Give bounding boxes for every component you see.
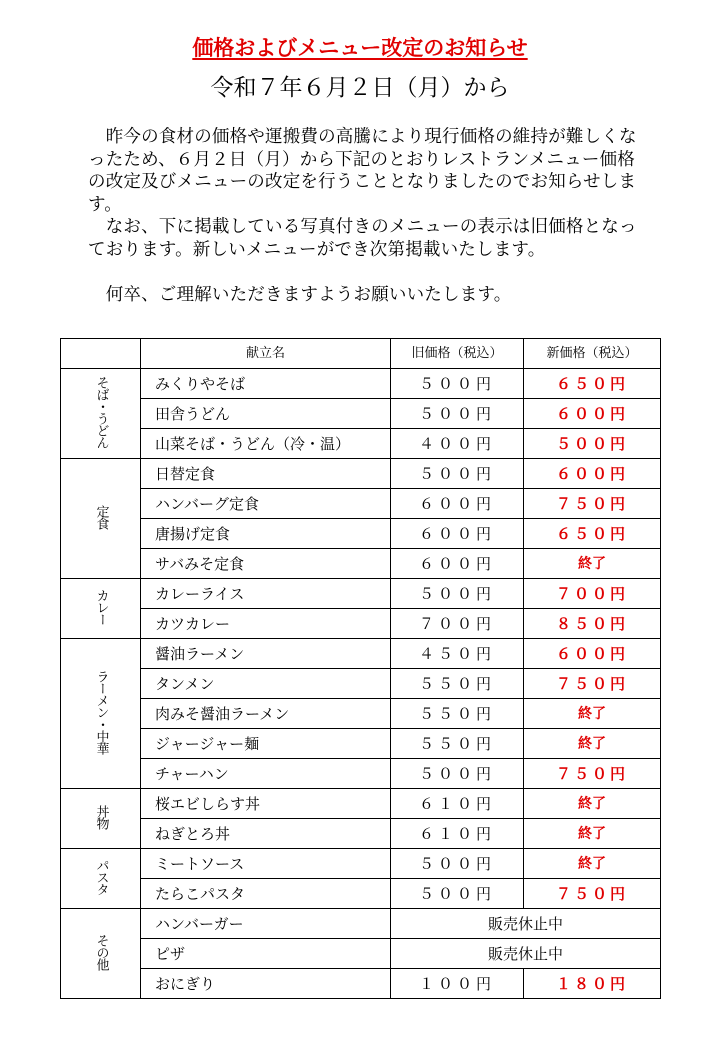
notice-paragraph-1: 昨今の食材の価格や運搬費の高騰により現行価格の維持が難しくなったため、６月２日（月）から下記のとおりレストランメニュー価格の改定及びメニューの改定を行うこととなりましたのでお知らせします。	[88, 127, 637, 215]
table-row	[61, 909, 661, 939]
new-price: ７５０円	[524, 879, 661, 909]
old-price: ６００円	[391, 489, 524, 519]
new-price: 終了	[524, 699, 661, 729]
table-row	[61, 459, 661, 489]
page-title	[0, 34, 720, 62]
old-price: ５００円	[391, 459, 524, 489]
category-label: ラーメン・中華	[93, 669, 109, 754]
table-row	[61, 789, 661, 819]
item-name: たらこパスタ	[141, 879, 391, 909]
table-row	[61, 489, 661, 519]
notice-paragraph-2: なお、下に掲載している写真付きのメニューの表示は旧価格となっております。新しいメニューができ次第掲載いたします。	[88, 217, 637, 260]
old-price: ５００円	[391, 369, 524, 399]
item-name: 日替定食	[141, 459, 391, 489]
item-name: みくりやそば	[141, 369, 391, 399]
category-label: カレー	[93, 588, 109, 625]
item-name: おにぎり	[141, 969, 391, 999]
table-row	[61, 759, 661, 789]
new-price: ７００円	[524, 579, 661, 609]
table-row	[61, 639, 661, 669]
category-cell	[61, 789, 141, 849]
table-row	[61, 849, 661, 879]
effective-date: 令和７年６月２日（月）から	[210, 75, 510, 101]
new-price: ６００円	[524, 639, 661, 669]
new-price: ７５０円	[524, 759, 661, 789]
table-row	[61, 549, 661, 579]
item-name: タンメン	[141, 669, 391, 699]
category-cell	[61, 459, 141, 579]
item-name: 肉みそ醤油ラーメン	[141, 699, 391, 729]
item-status: 販売休止中	[391, 909, 661, 939]
header-category	[61, 339, 141, 369]
category-cell	[61, 579, 141, 639]
item-name: ねぎとろ丼	[141, 819, 391, 849]
item-status: 販売休止中	[391, 939, 661, 969]
header-new-price: 新価格（税込）	[524, 339, 661, 369]
item-name: チャーハン	[141, 759, 391, 789]
category-cell	[61, 639, 141, 789]
item-name: カレーライス	[141, 579, 391, 609]
old-price: ６００円	[391, 519, 524, 549]
category-cell	[61, 909, 141, 999]
table-row	[61, 579, 661, 609]
new-price: ６５０円	[524, 369, 661, 399]
table-row	[61, 429, 661, 459]
new-price: ８５０円	[524, 609, 661, 639]
item-name: 桜エビしらす丼	[141, 789, 391, 819]
item-name: ミートソース	[141, 849, 391, 879]
item-name: 田舎うどん	[141, 399, 391, 429]
new-price: 終了	[524, 819, 661, 849]
old-price: ６１０円	[391, 819, 524, 849]
old-price: ７００円	[391, 609, 524, 639]
old-price: ５００円	[391, 849, 524, 879]
category-cell	[61, 849, 141, 909]
header-old-price: 旧価格（税込）	[391, 339, 524, 369]
new-price: ６００円	[524, 459, 661, 489]
item-name: ハンバーガー	[141, 909, 391, 939]
category-label: そば・うどん	[93, 375, 109, 448]
new-price: ６００円	[524, 399, 661, 429]
item-name: 醤油ラーメン	[141, 639, 391, 669]
price-table	[60, 338, 661, 999]
new-price: ７５０円	[524, 669, 661, 699]
new-price: １８０円	[524, 969, 661, 999]
old-price: ５５０円	[391, 729, 524, 759]
old-price: ５００円	[391, 879, 524, 909]
item-name: 唐揚げ定食	[141, 519, 391, 549]
item-name: ジャージャー麺	[141, 729, 391, 759]
new-price: ６５０円	[524, 519, 661, 549]
table-row	[61, 519, 661, 549]
category-label: パスタ	[93, 858, 109, 895]
table-body	[61, 369, 661, 999]
notice-paragraph-3: 何卒、ご理解いただきますようお願いいたします。	[88, 284, 512, 305]
item-name: ハンバーグ定食	[141, 489, 391, 519]
table-row	[61, 669, 661, 699]
table-row	[61, 969, 661, 999]
old-price: ５００円	[391, 759, 524, 789]
item-name: サバみそ定食	[141, 549, 391, 579]
old-price: ５５０円	[391, 699, 524, 729]
new-price: 終了	[524, 729, 661, 759]
table-row	[61, 879, 661, 909]
category-cell	[61, 369, 141, 459]
page-title-text: 価格およびメニュー改定のお知らせ	[192, 36, 528, 60]
old-price: ５００円	[391, 399, 524, 429]
item-name: ピザ	[141, 939, 391, 969]
header-name: 献立名	[141, 339, 391, 369]
item-name: 山菜そば・うどん（冷・温）	[141, 429, 391, 459]
new-price: 終了	[524, 789, 661, 819]
old-price: ４５０円	[391, 639, 524, 669]
table-row	[61, 729, 661, 759]
table-row	[61, 939, 661, 969]
table-row	[61, 819, 661, 849]
old-price: ６１０円	[391, 789, 524, 819]
new-price: 終了	[524, 549, 661, 579]
new-price: ７５０円	[524, 489, 661, 519]
table-header-row	[61, 339, 661, 369]
table-row	[61, 609, 661, 639]
table-row	[61, 369, 661, 399]
old-price: １００円	[391, 969, 524, 999]
old-price: ４００円	[391, 429, 524, 459]
category-label: 定食	[93, 504, 109, 529]
category-label: その他	[93, 933, 109, 970]
new-price: 終了	[524, 849, 661, 879]
table-row	[61, 399, 661, 429]
category-label: 丼物	[93, 804, 109, 829]
old-price: ５００円	[391, 579, 524, 609]
table-row	[61, 699, 661, 729]
old-price: ５５０円	[391, 669, 524, 699]
item-name: カツカレー	[141, 609, 391, 639]
notice-body	[88, 126, 648, 306]
old-price: ６００円	[391, 549, 524, 579]
new-price: ５００円	[524, 429, 661, 459]
